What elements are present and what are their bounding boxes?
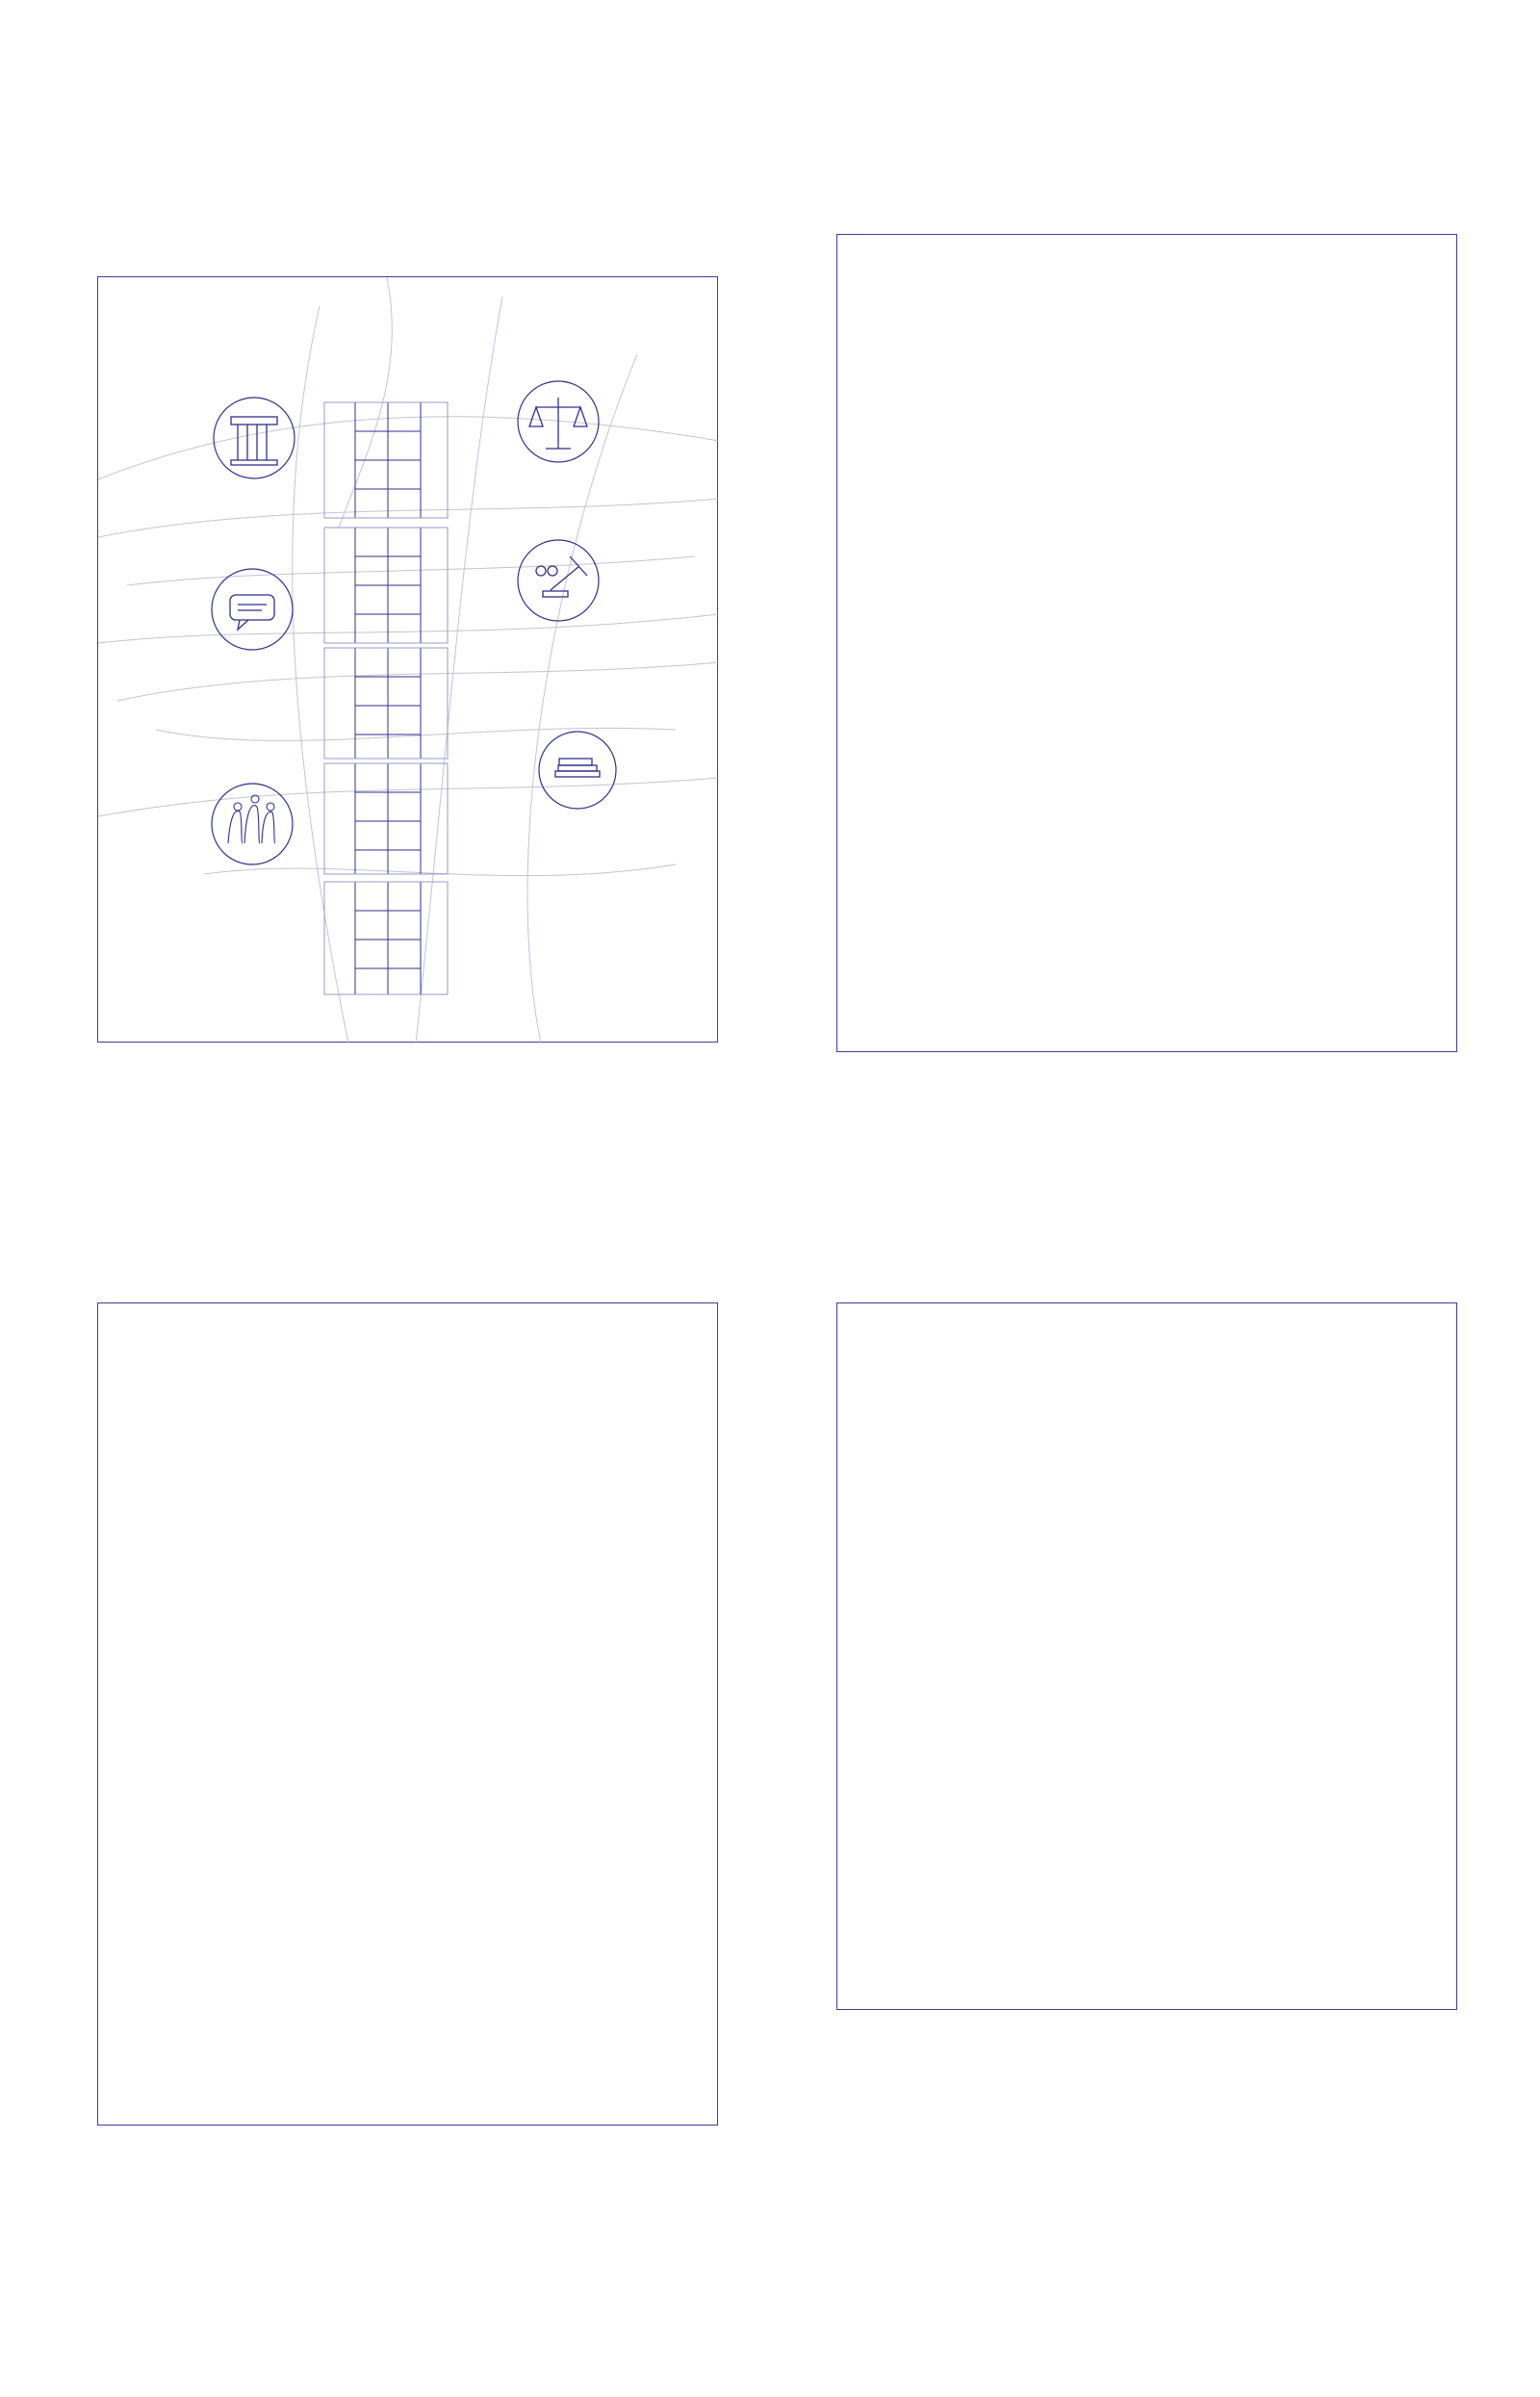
typology-plans [837, 1303, 1458, 2011]
figures-icon [228, 795, 275, 843]
typology-frame-identity [836, 234, 1457, 1052]
columns-icon [231, 417, 277, 465]
books-icon [555, 759, 600, 777]
gavel-coins-icon [536, 556, 587, 597]
typology-plans-frame [836, 1302, 1457, 2010]
temples-islands-drawing [98, 1303, 719, 2126]
social-islands-diagram [98, 277, 719, 1044]
scales-icon [529, 398, 587, 449]
temples-frame [97, 1302, 718, 2126]
diagram-frame-reforming [97, 276, 718, 1043]
building-typologies [837, 235, 1458, 1053]
speech-bubble-icon [230, 595, 274, 630]
